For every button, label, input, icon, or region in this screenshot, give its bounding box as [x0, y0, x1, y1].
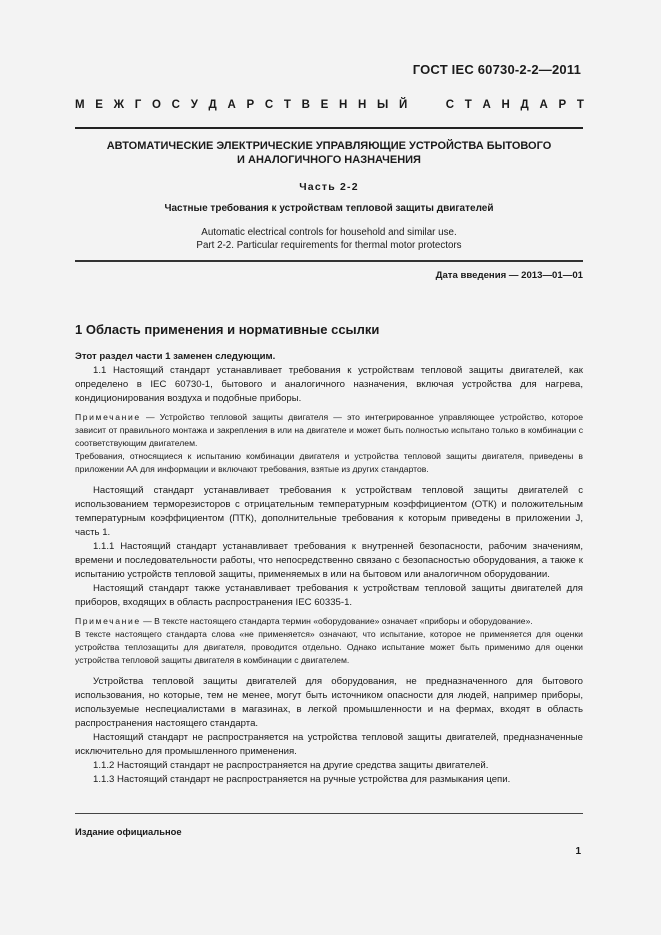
page-number: 1: [575, 846, 581, 857]
document-number: ГОСТ IEC 60730-2-2—2011: [412, 62, 581, 77]
standard-type-letter: Р: [246, 99, 255, 111]
english-title-line-2: Part 2-2. Particular requirements for thermal motor protectors: [196, 240, 462, 251]
paragraph-1-1-2: 1.1.2 Настоящий стандарт не распространяется на другие средства защиты двигателей.: [93, 760, 489, 771]
note-2-label: Примечание: [75, 616, 141, 626]
header-rule: [75, 127, 583, 129]
section-lead: Этот раздел части 1 заменен следующим.: [75, 351, 276, 362]
note-2: [75, 615, 583, 628]
introduction-date: Дата введения — 2013—01—01: [435, 270, 583, 281]
standard-type-letter: Н: [338, 99, 348, 111]
paragraph-non-household: Устройства тепловой защиты двигателей для оборудования, не предназначенного для бытового использования, но которые, тем не менее, могут быть источником опасности для людей, например приборы, используемые неспециалистами в магазинах, в легкой промышленности и на фермах, входят в область распространения настоящего стандарта.: [75, 676, 583, 729]
standard-type-letter: В: [301, 99, 310, 111]
note-2-continuation: В тексте настоящего стандарта слова «не применяется» означают, что испытание, которое не применяется для оценки устройства теплозащиты для двигателя, проводится отдельно. Однако испытание может быть применимо для оценки устройства тепловой защиты двигателя в комбинации с двигателем.: [75, 629, 583, 665]
paragraph-ptc: Настоящий стандарт устанавливает требования к устройствам тепловой защиты двигателей с использованием терморезисторов с отрицательным температурным коэффициентом (ОТК) и положительным температурным коэффициентом (ПТК), дополнительные требования к которым приведены в приложении J, часть 1.: [75, 485, 583, 538]
paragraph-1-1-3: 1.1.3 Настоящий стандарт не распространяется на ручные устройства для размыкания цепи.: [93, 774, 511, 785]
standard-type-letter: О: [152, 99, 161, 111]
standard-type-letter: [432, 99, 435, 111]
english-title-line-1: Automatic electrical controls for household and similar use.: [201, 227, 457, 238]
section-heading: 1 Область применения и нормативные ссылки: [75, 322, 380, 337]
standard-type-letter: С: [445, 99, 455, 111]
document-title: [75, 139, 583, 167]
title-line-1: АВТОМАТИЧЕСКИЕ ЭЛЕКТРИЧЕСКИЕ УПРАВЛЯЮЩИЕ УСТРОЙСТВА БЫТОВОГО: [106, 140, 552, 152]
standard-type-letter: М: [75, 99, 85, 111]
standard-type-letter: Р: [558, 99, 567, 111]
note-1-continuation: Требования, относящиеся к испытанию комбинации двигателя и устройства тепловой защиты двигателя, приведены в приложении АА для информации и включают требования, взятые из других стандартов.: [75, 451, 583, 474]
paragraph-iec60335: Настоящий стандарт также устанавливает требования к устройствам тепловой защиты двигателей для приборов, входящих в область распространения IEC 60335-1.: [75, 583, 583, 608]
standard-type-letter: Г: [134, 99, 142, 111]
standard-type-letter: А: [482, 99, 491, 111]
standard-type-letter: У: [190, 99, 198, 111]
standard-type: [75, 99, 584, 111]
paragraph-1-1-1: 1.1.1 Настоящий стандарт устанавливает требования к внутренней безопасности, рабочим значениям, времени и последовательности работы, что непосредственно связано с безопасностью оборудования, а также к испытанию устройств тепловой защиты, применяемых в или на бытовом или аналогичном оборудовании.: [75, 541, 583, 580]
standard-type-letter: Е: [320, 99, 329, 111]
paragraph-industrial: Настоящий стандарт не распространяется на устройства тепловой защиты двигателей, предназначенные исключительно для промышленного применения.: [75, 732, 583, 757]
paragraph-1-1: 1.1 Настоящий стандарт устанавливает требования к устройствам тепловой защиты двигателей, как определено в IEC 60730-1, бытового и аналогичного назначения, включая устройства для нагрева, кондиционирования воздуха и подобные приборы.: [75, 365, 583, 404]
footer-rule: [75, 813, 583, 814]
note-2-text: — В тексте настоящего стандарта термин «оборудование» означает «приборы и оборудование».: [140, 616, 533, 626]
standard-type-letter: Н: [501, 99, 510, 111]
standard-type-letter: Т: [464, 99, 472, 111]
standard-type-letter: Д: [520, 99, 529, 111]
standard-type-letter: Ж: [113, 99, 125, 111]
note-1-text: — Устройство тепловой защиты двигателя — это интегрированное управляющее устройство, которое зависит от правильного монтажа и закрепления в или на двигателе и может быть полностью испытано только в комбинации с соответствующим двигателем.: [75, 412, 583, 448]
title-rule: [75, 260, 583, 262]
standard-type-letter: Н: [358, 99, 367, 111]
standard-type-letter: С: [264, 99, 274, 111]
standard-type-letter: Й: [398, 99, 408, 111]
document-subtitle: Частные требования к устройствам тепловой защиты двигателей: [164, 203, 494, 214]
standard-type-letter: Е: [95, 99, 103, 111]
note-1-label: Примечание: [75, 412, 141, 422]
english-title: [75, 226, 583, 252]
standard-type-letter: Д: [208, 99, 217, 111]
standard-type-letter: А: [227, 99, 236, 111]
standard-type-letter: Ы: [377, 99, 389, 111]
edition-label: Издание официальное: [75, 826, 182, 837]
section-body: [75, 350, 583, 787]
standard-type-letter: [418, 99, 421, 111]
standard-type-letter: Т: [576, 99, 584, 111]
standard-type-letter: С: [171, 99, 180, 111]
standard-type-letter: Т: [283, 99, 291, 111]
standard-type-letter: А: [539, 99, 548, 111]
part-label: Часть 2-2: [299, 181, 359, 193]
title-line-2: И АНАЛОГИЧНОГО НАЗНАЧЕНИЯ: [237, 154, 421, 166]
note-1: [75, 411, 583, 450]
